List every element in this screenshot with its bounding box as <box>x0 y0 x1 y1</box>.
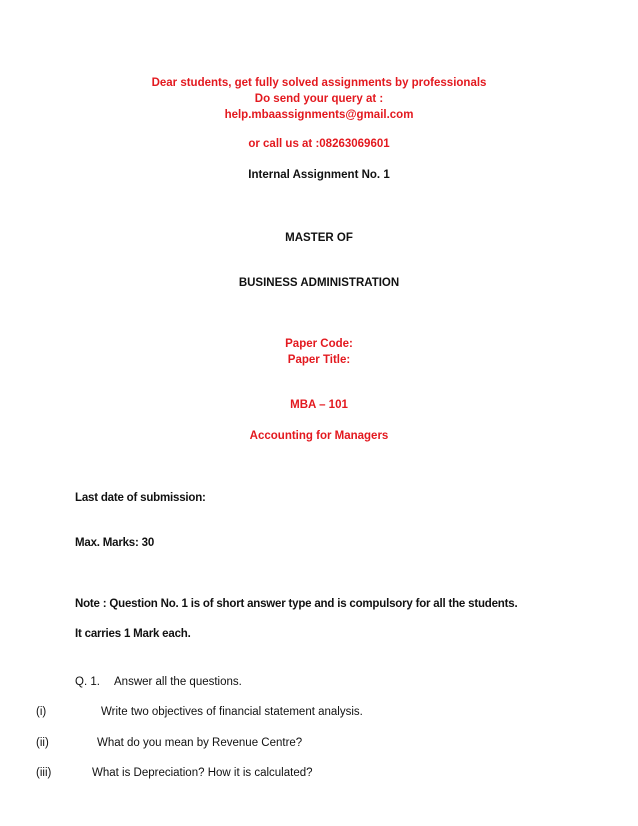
query-line: Do send your query at : <box>254 93 384 105</box>
note-marks: It carries 1 Mark each. <box>75 628 191 640</box>
paper-code-value: MBA – 101 <box>290 399 348 411</box>
assignment-title: Internal Assignment No. 1 <box>248 169 390 181</box>
paper-code-label: Paper Code: <box>285 338 353 350</box>
question-item-text: Write two objectives of financial statement analysis. <box>101 706 363 718</box>
question-instruction: Answer all the questions. <box>114 676 242 688</box>
question-item-marker: (ii) <box>36 737 49 749</box>
last-date-label: Last date of submission: <box>75 492 206 504</box>
paper-title-label: Paper Title: <box>287 354 351 366</box>
paper-title-value: Accounting for Managers <box>249 430 389 442</box>
question-item-marker: (iii) <box>36 767 52 779</box>
promo-line: Dear students, get fully solved assignments by professionals <box>151 77 487 89</box>
max-marks: Max. Marks: 30 <box>75 537 155 549</box>
question-item-marker: (i) <box>36 706 47 718</box>
program-line-2: BUSINESS ADMINISTRATION <box>238 277 400 289</box>
question-number: Q. 1. <box>75 676 100 688</box>
contact-email: help.mbaassignments@gmail.com <box>224 109 414 121</box>
program-line-1: MASTER OF <box>285 232 353 244</box>
note-text: Note : Question No. 1 is of short answer type and is compulsory for all the students. <box>75 598 518 610</box>
contact-phone: or call us at :08263069601 <box>248 138 390 150</box>
question-item-text: What do you mean by Revenue Centre? <box>97 737 303 749</box>
question-item-text: What is Depreciation? How it is calculated? <box>92 767 313 779</box>
